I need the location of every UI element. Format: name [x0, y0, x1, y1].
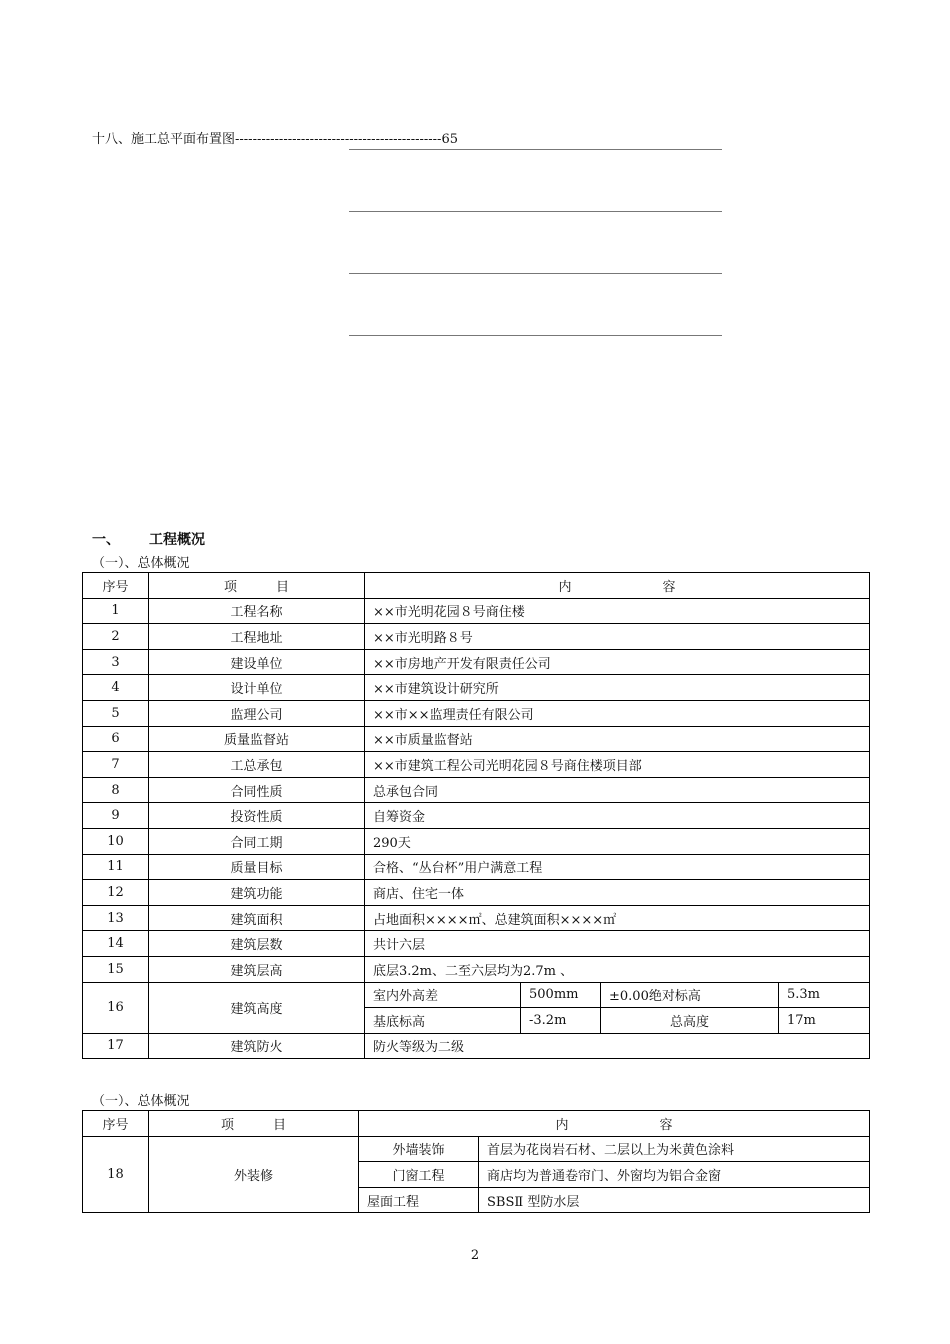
- row-number: 10: [83, 828, 149, 854]
- row-number: 6: [83, 726, 149, 752]
- row-number: 2: [83, 624, 149, 650]
- row-content: 总承包合同: [365, 777, 870, 803]
- table-row: [83, 752, 870, 778]
- header-no: 序号: [83, 1111, 149, 1137]
- header-no: 序号: [83, 573, 149, 599]
- row-content: ××市建筑设计研究所: [365, 675, 870, 701]
- height-label: 室内外高差: [365, 982, 521, 1008]
- row-number: 18: [83, 1136, 149, 1213]
- overview-table: [82, 572, 870, 1059]
- row-item: 合同工期: [149, 828, 365, 854]
- table-row: [83, 624, 870, 650]
- table-row: [83, 726, 870, 752]
- section-title: 工程概况: [149, 532, 205, 548]
- row-item: 质量目标: [149, 854, 365, 880]
- row-number: 5: [83, 700, 149, 726]
- table-row: [83, 1033, 870, 1059]
- row-item: 工总承包: [149, 752, 365, 778]
- row-item: 投资性质: [149, 803, 365, 829]
- row-content: ××市××监理责任有限公司: [365, 700, 870, 726]
- table-row: [83, 777, 870, 803]
- height-value: -3.2m: [521, 1008, 601, 1034]
- height-label: 总高度: [601, 1008, 779, 1034]
- row-number: 15: [83, 956, 149, 982]
- table-row: [83, 598, 870, 624]
- table-row: [83, 931, 870, 957]
- row-content: 共计六层: [365, 931, 870, 957]
- table-row: [83, 956, 870, 982]
- row-item: 外装修: [149, 1136, 359, 1213]
- row-content: 商店、住宅一体: [365, 880, 870, 906]
- exterior-table: [82, 1110, 870, 1213]
- row-number: 13: [83, 905, 149, 931]
- row-content: 首层为花岗岩石材、二层以上为米黄色涂料: [479, 1136, 870, 1162]
- row-content: ××市光明路８号: [365, 624, 870, 650]
- divider: [349, 149, 722, 150]
- row-item: 监理公司: [149, 700, 365, 726]
- height-label: ±0.00绝对标高: [601, 982, 779, 1008]
- row-content: 商店均为普通卷帘门、外窗均为铝合金窗: [479, 1162, 870, 1188]
- subsection-heading: （一）、总体概况: [92, 1094, 190, 1109]
- row-content: 防火等级为二级: [365, 1033, 870, 1059]
- sub-item: 门窗工程: [359, 1162, 479, 1188]
- row-content: ××市光明花园８号商住楼: [365, 598, 870, 624]
- row-item: 建筑层高: [149, 956, 365, 982]
- row-content: 底层3.2m、二至六层均为2.7m 、: [365, 956, 870, 982]
- sub-item: 屋面工程: [359, 1187, 479, 1213]
- row-item: 建筑层数: [149, 931, 365, 957]
- row-number: 17: [83, 1033, 149, 1059]
- table-header-row: [83, 1111, 870, 1137]
- header-item: 项 目: [149, 573, 365, 599]
- row-item: 建设单位: [149, 649, 365, 675]
- row-content: 占地面积××××㎡、总建筑面积××××㎡: [365, 905, 870, 931]
- table-row: [83, 880, 870, 906]
- row-item: 质量监督站: [149, 726, 365, 752]
- page-number: 2: [470, 1248, 480, 1263]
- toc-entry: 十八、施工总平面布置图-----------------------------------------------65: [92, 132, 458, 147]
- header-content: 内 容: [365, 573, 870, 599]
- row-content: 290天: [365, 828, 870, 854]
- table-row: [83, 828, 870, 854]
- row-item: 建筑面积: [149, 905, 365, 931]
- row-item: 建筑高度: [149, 982, 365, 1033]
- row-number: 4: [83, 675, 149, 701]
- table-row: [83, 854, 870, 880]
- row-item: 工程地址: [149, 624, 365, 650]
- table-row: [83, 675, 870, 701]
- table-row: [83, 803, 870, 829]
- row-item: 工程名称: [149, 598, 365, 624]
- height-value: 5.3m: [779, 982, 870, 1008]
- header-item: 项 目: [149, 1111, 359, 1137]
- table-row: [83, 905, 870, 931]
- row-number: 9: [83, 803, 149, 829]
- section-number: 一、: [92, 532, 120, 548]
- sub-item: 外墙装饰: [359, 1136, 479, 1162]
- table-header-row: [83, 573, 870, 599]
- height-value: 500mm: [521, 982, 601, 1008]
- divider: [349, 335, 722, 336]
- row-item: 合同性质: [149, 777, 365, 803]
- height-label: 基底标高: [365, 1008, 521, 1034]
- row-number: 1: [83, 598, 149, 624]
- row-content: ××市建筑工程公司光明花园８号商住楼项目部: [365, 752, 870, 778]
- subsection-heading: （一）、总体概况: [92, 556, 190, 571]
- table-row: [83, 982, 870, 1008]
- row-item: 设计单位: [149, 675, 365, 701]
- height-value: 17m: [779, 1008, 870, 1034]
- row-content: SBSⅡ 型防水层: [479, 1187, 870, 1213]
- row-number: 16: [83, 982, 149, 1033]
- section-heading: [92, 529, 205, 549]
- row-item: 建筑防火: [149, 1033, 365, 1059]
- row-content: 合格、“丛台杯”用户满意工程: [365, 854, 870, 880]
- row-content: ××市质量监督站: [365, 726, 870, 752]
- row-number: 8: [83, 777, 149, 803]
- row-number: 3: [83, 649, 149, 675]
- divider: [349, 273, 722, 274]
- row-number: 12: [83, 880, 149, 906]
- row-number: 7: [83, 752, 149, 778]
- table-row: [83, 649, 870, 675]
- table-row: [83, 1136, 870, 1162]
- row-number: 11: [83, 854, 149, 880]
- table-row: [83, 700, 870, 726]
- row-content: ××市房地产开发有限责任公司: [365, 649, 870, 675]
- row-item: 建筑功能: [149, 880, 365, 906]
- row-number: 14: [83, 931, 149, 957]
- header-content: 内 容: [359, 1111, 870, 1137]
- divider: [349, 211, 722, 212]
- row-content: 自筹资金: [365, 803, 870, 829]
